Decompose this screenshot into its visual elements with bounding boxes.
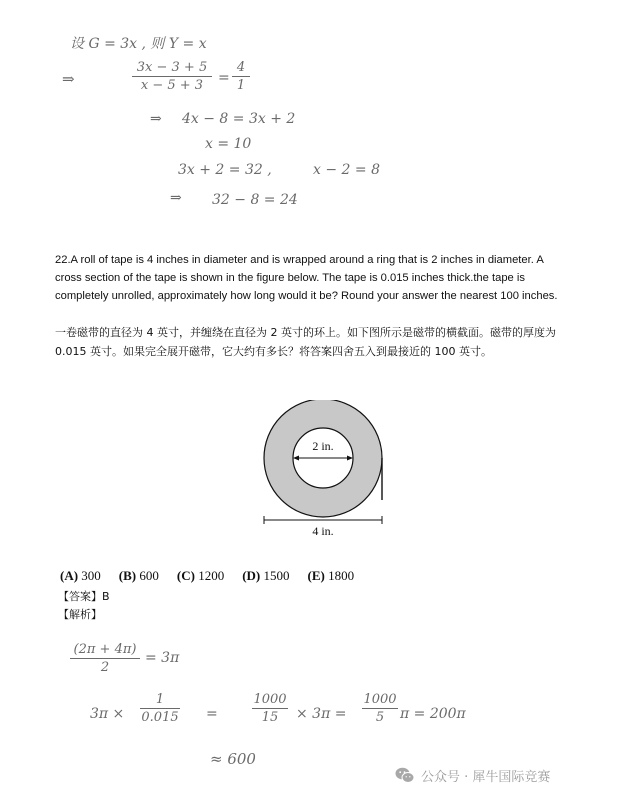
hw-frac-num: 3x − 3 + 5	[136, 60, 208, 75]
tape-cross-section-figure	[255, 400, 395, 550]
watermark	[395, 766, 550, 785]
sol2-eq1: =	[206, 706, 218, 722]
hw-line-6: 32 − 8 = 24	[212, 192, 298, 208]
sol1-num: (2π + 4π)	[73, 642, 137, 657]
hw-rhs-num: 4	[236, 60, 246, 75]
hw-arrow-2: ⇒	[150, 111, 162, 127]
sol2-fraction-1: 1 0.015	[141, 692, 179, 725]
choice-e: (E) 1800	[307, 568, 355, 583]
watermark-text: 公众号 · 犀牛国际竞赛	[421, 770, 551, 785]
answer-line: 【答案】B	[58, 590, 110, 603]
problem-english: 22.A roll of tape is 4 inches in diameter and is wrapped around a ring that is 2 inches in diameter. A cross section of the tape is shown in the figure below. The tape is 0.015 inches thick.the tape is completely unrolled, approximately how long would it be? Round your answer the nearest 100 inches.	[55, 254, 558, 302]
sol2-mid: × 3π =	[296, 706, 347, 722]
hw-line-3: 4x − 8 = 3x + 2	[182, 111, 296, 127]
choice-a: (A) 300	[60, 568, 101, 583]
sol1-den: 2	[100, 660, 110, 675]
hw-rhs-den: 1	[236, 78, 246, 93]
sol2-lhs: 3π ×	[90, 706, 125, 722]
tape-figure-svg	[255, 400, 395, 545]
answer-choices	[60, 568, 480, 584]
hw-arrow-1: ⇒	[62, 70, 75, 88]
analysis-label: 【解析】	[58, 608, 102, 621]
hw-fraction-lhs	[132, 60, 212, 93]
hw-line-5b: x − 2 = 8	[313, 162, 380, 178]
sol2-end: π = 200π	[400, 706, 466, 722]
hw-line-5a: 3x + 2 = 32 ,	[178, 162, 272, 178]
choice-d: (D) 1500	[242, 568, 290, 583]
sol-fraction-1	[70, 642, 140, 675]
hw-line-1: 设 G = 3x , 则 Y = x	[70, 36, 207, 52]
sol1-rhs: = 3π	[145, 650, 180, 666]
hw-frac-den: x − 5 + 3	[140, 78, 204, 93]
outer-diameter-label: 4 in.	[312, 524, 334, 538]
choice-b: (B) 600	[118, 568, 159, 583]
inner-diameter-label: 2 in.	[312, 439, 334, 453]
hw-equals: =	[218, 70, 230, 86]
hw-arrow-3: ⇒	[170, 190, 182, 206]
problem-chinese: 一卷磁带的直径为 4 英寸，并缠绕在直径为 2 英寸的环上。如下图所示是磁带的横截面。磁带的厚度为 0.015 英寸。如果完全展开磁带，它大约有多长？将答案四舍五入到最接近的 100 英寸。	[55, 326, 556, 358]
sol3: ≈ 600	[210, 750, 256, 768]
wechat-icon	[395, 767, 415, 784]
sol2-fraction-2: 1000 15	[253, 692, 287, 725]
sol2-fraction-3: 1000 5	[363, 692, 397, 725]
hw-line-4: x = 10	[205, 136, 252, 152]
choice-c: (C) 1200	[176, 568, 225, 583]
hw-fraction-rhs	[232, 60, 250, 93]
